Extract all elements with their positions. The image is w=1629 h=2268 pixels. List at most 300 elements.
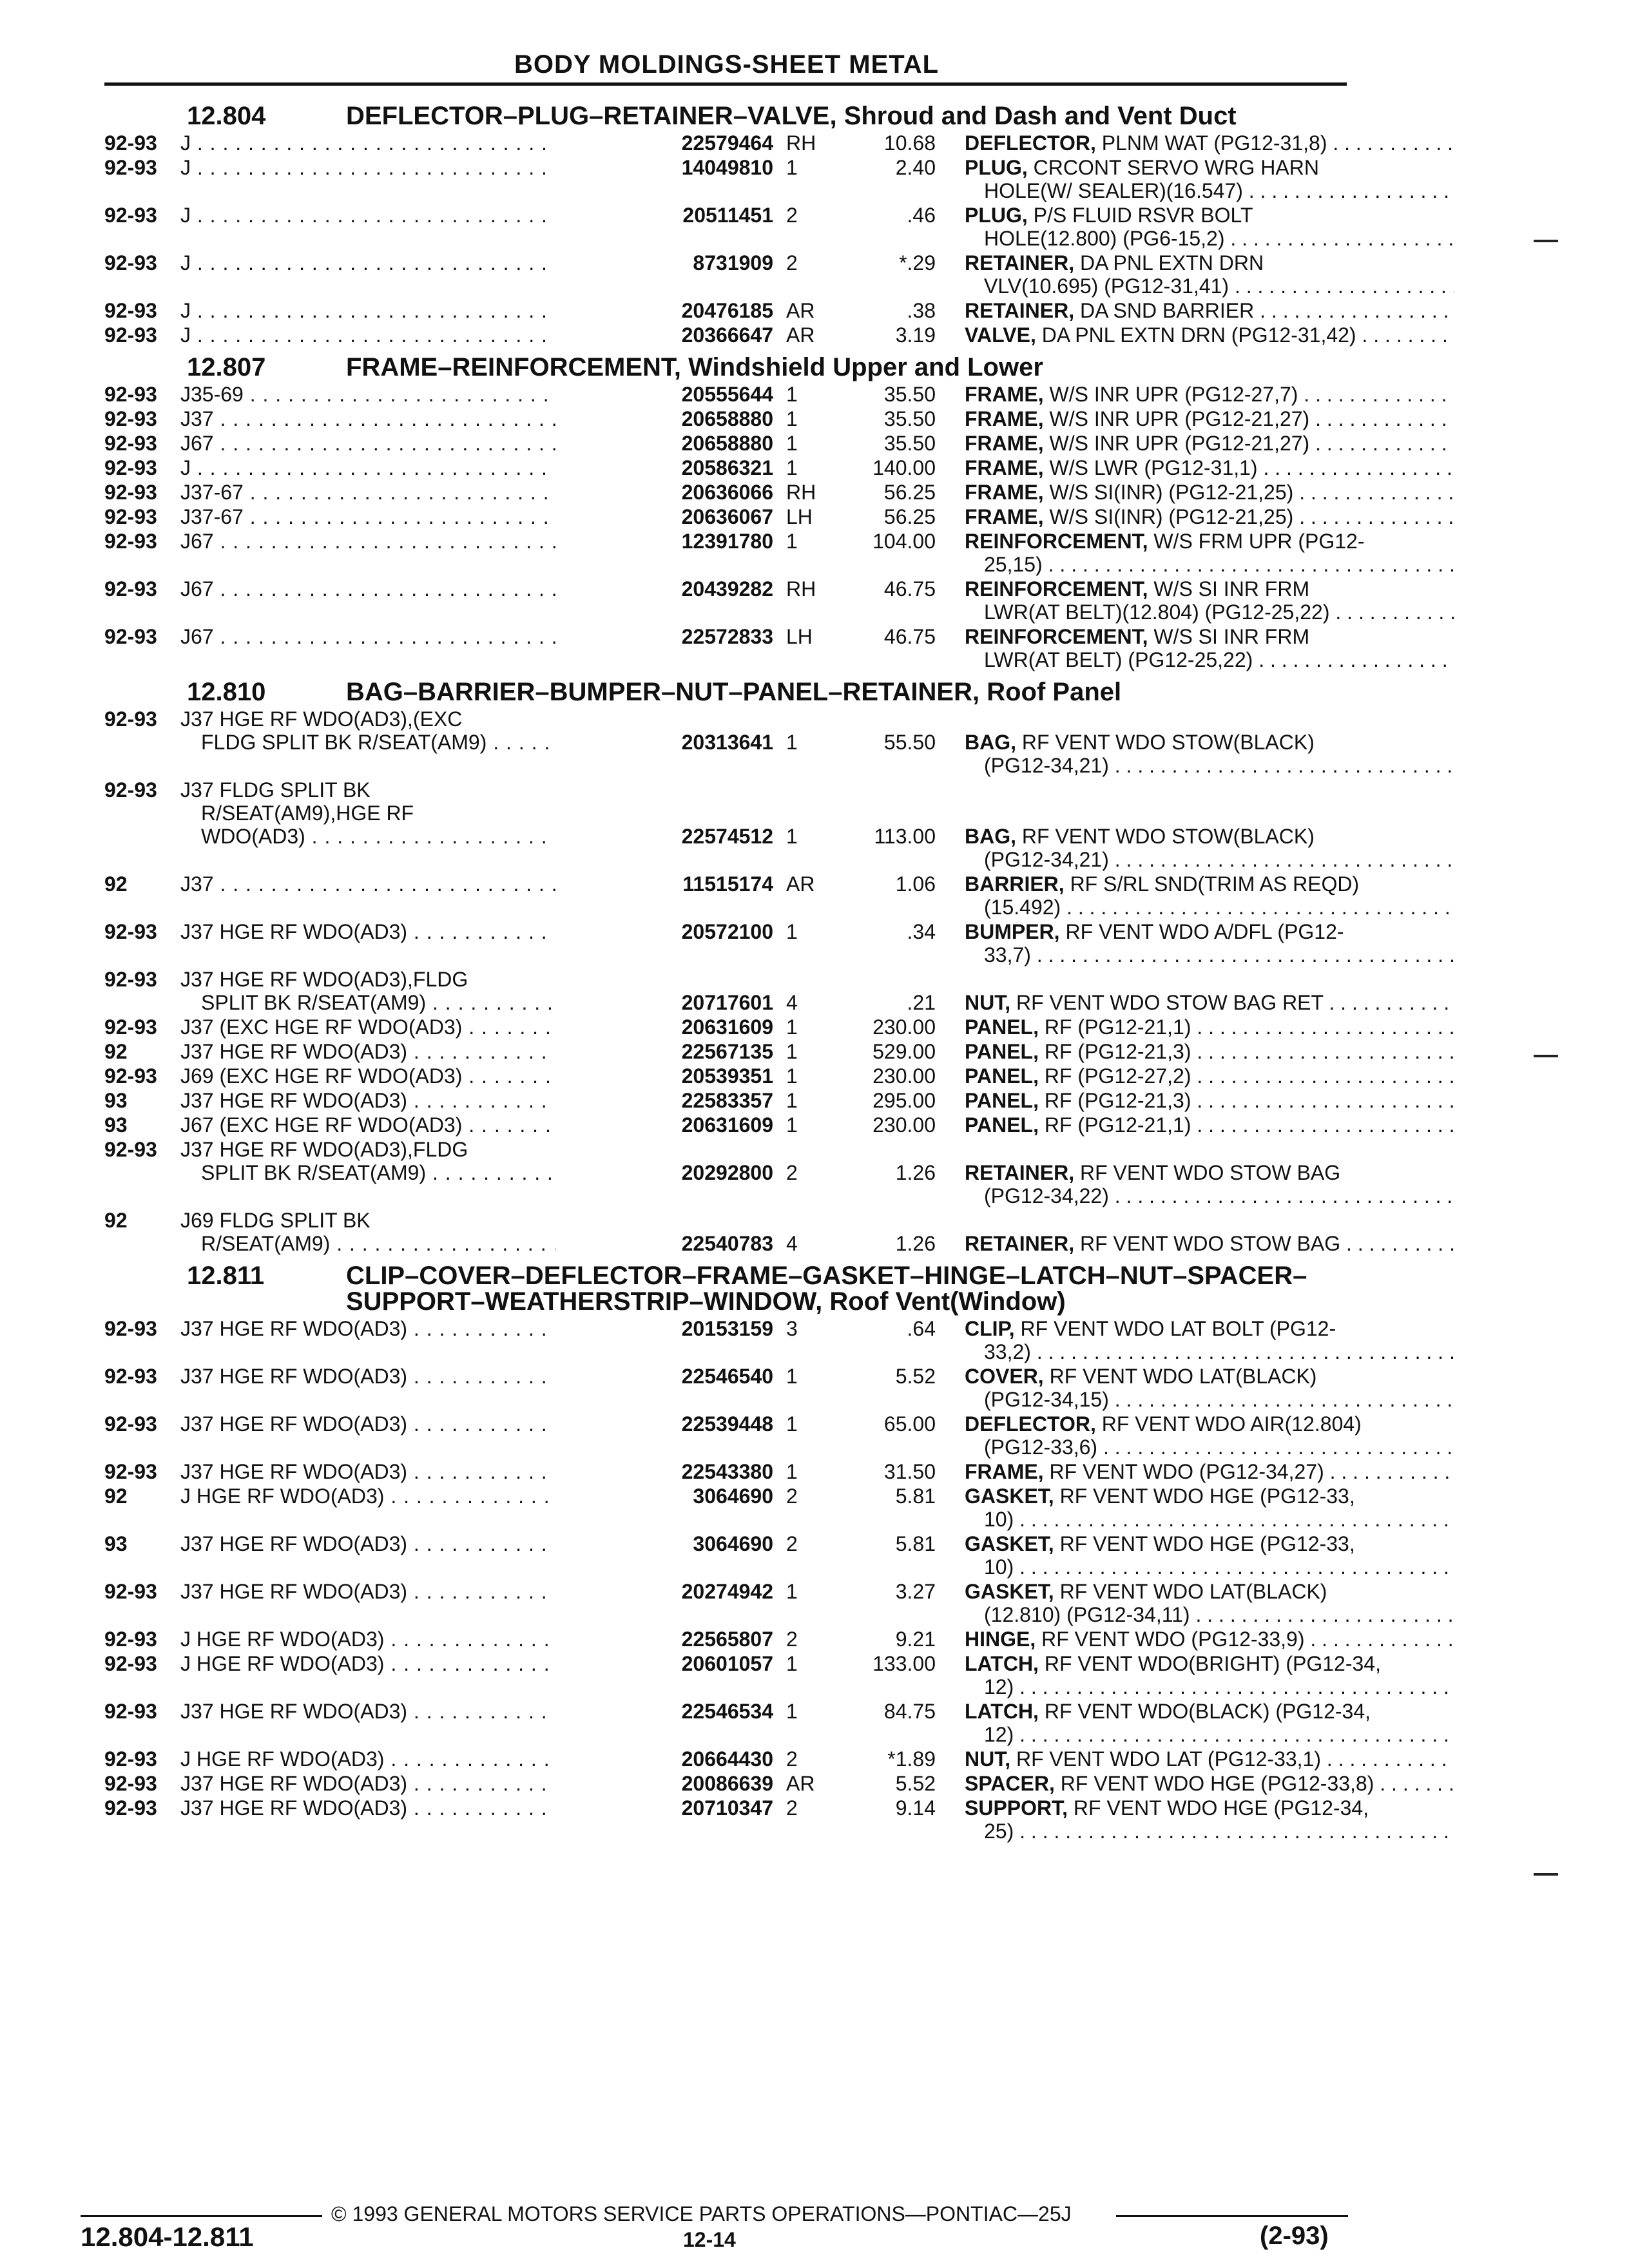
- description-continuation: 12) . . .: [965, 1675, 1454, 1698]
- description-line: [965, 1412, 1454, 1436]
- description-line: [965, 577, 1454, 601]
- description: [965, 505, 1454, 528]
- description-text: RF VENT WDO HGE (PG12-33,: [1059, 1485, 1355, 1508]
- description: [965, 131, 1454, 155]
- quantity: 1: [786, 432, 798, 455]
- part-number: 20572100: [555, 920, 773, 943]
- part-row: [104, 1652, 1381, 1700]
- part-number: 22579464: [555, 131, 773, 155]
- part-number: 22572833: [555, 625, 773, 648]
- part-row: [104, 204, 1347, 251]
- part-noun: PLUG,: [965, 204, 1028, 227]
- description-text: RF (PG12-27,2): [1044, 1064, 1191, 1088]
- description-line: [965, 991, 1454, 1014]
- model-year: 92-93: [104, 707, 157, 731]
- model-year: 92-93: [104, 530, 157, 553]
- price: 5.52: [895, 1365, 936, 1388]
- application-text: J67 . . .: [180, 432, 635, 455]
- model-year: 92-93: [104, 1138, 157, 1161]
- part-row: [104, 1532, 1355, 1580]
- price: 31.50: [883, 1460, 936, 1483]
- quantity: 1: [786, 1460, 798, 1483]
- part-number: 22540783: [555, 1232, 773, 1255]
- model-year: 92-93: [104, 577, 157, 601]
- description-line: [965, 530, 1454, 553]
- part-noun: RETAINER,: [965, 1232, 1075, 1255]
- part-number: 20658880: [555, 432, 773, 455]
- model-year: 92-93: [104, 1064, 157, 1088]
- application-text: J37 HGE RF WDO(AD3) . . .: [180, 1460, 635, 1483]
- price: 35.50: [883, 407, 936, 430]
- part-row: [104, 530, 1365, 577]
- footer-rule-right: [1116, 2215, 1348, 2217]
- description-text: RF VENT WDO LAT(BLACK): [1059, 1580, 1327, 1603]
- application-text: J . . .: [180, 156, 635, 179]
- part-row: [104, 407, 1347, 432]
- part-number: 22583357: [555, 1089, 773, 1112]
- application-text: J67 (EXC HGE RF WDO(AD3) . . .: [180, 1113, 635, 1137]
- price: 1.26: [895, 1161, 936, 1184]
- description: [965, 1747, 1454, 1771]
- description-line: [965, 1580, 1454, 1603]
- part-row: [104, 383, 1347, 407]
- part-row: [104, 1015, 1347, 1040]
- quantity: 4: [786, 1232, 798, 1255]
- description-line: [965, 920, 1454, 943]
- description-continuation: VLV(10.695) (PG12-31,41) . . .: [965, 274, 1454, 298]
- model-year: 92-93: [104, 625, 157, 648]
- description-continuation: (PG12-33,6) . . .: [965, 1436, 1454, 1459]
- quantity: AR: [786, 323, 815, 347]
- description: [965, 825, 1454, 871]
- description: [965, 323, 1454, 347]
- part-number: 20153159: [555, 1317, 773, 1340]
- price: 56.25: [883, 481, 936, 504]
- part-number: 20717601: [555, 991, 773, 1014]
- application-text: J37 HGE RF WDO(AD3) . . .: [180, 1532, 635, 1555]
- description: [965, 156, 1454, 202]
- description: [965, 731, 1454, 777]
- quantity: 1: [786, 1365, 798, 1388]
- part-noun: DEFLECTOR,: [965, 1412, 1096, 1436]
- part-noun: RETAINER,: [965, 251, 1075, 274]
- description: [965, 1365, 1454, 1411]
- description: [965, 407, 1454, 430]
- description: [965, 432, 1454, 455]
- description-line: [965, 407, 1454, 430]
- page-title: BODY MOLDINGS-SHEET METAL: [514, 50, 940, 79]
- description-line: [965, 825, 1454, 848]
- part-row: [104, 1317, 1347, 1365]
- description: [965, 1317, 1454, 1363]
- model-year: 92-93: [104, 1460, 157, 1483]
- description-text: DA SND BARRIER: [1079, 299, 1255, 322]
- part-number: 22546540: [555, 1365, 773, 1388]
- price: 65.00: [883, 1412, 936, 1436]
- description-text: RF VENT WDO STOW BAG RET: [1016, 991, 1324, 1014]
- part-noun: FRAME,: [965, 481, 1044, 504]
- description-continuation: LWR(AT BELT)(12.804) (PG12-25,22) . . .: [965, 601, 1454, 624]
- footer-rule-left: [81, 2215, 322, 2217]
- section-number: 12.810: [187, 678, 266, 706]
- part-noun: DEFLECTOR,: [965, 131, 1096, 155]
- model-year: 92-93: [104, 1412, 157, 1436]
- description: [965, 872, 1454, 919]
- part-row: [104, 1485, 1355, 1532]
- part-number: 11515174: [555, 872, 773, 896]
- model-year: 92: [104, 1040, 128, 1063]
- part-noun: SUPPORT,: [965, 1796, 1068, 1820]
- part-row: [104, 1796, 1369, 1844]
- part-noun: GASKET,: [965, 1532, 1054, 1555]
- part-noun: FRAME,: [965, 407, 1044, 430]
- quantity: 2: [786, 1628, 798, 1651]
- price: 10.68: [883, 131, 936, 155]
- application-text: J37-67 . . .: [180, 505, 635, 528]
- part-number: 20476185: [555, 299, 773, 322]
- application-text: J67 . . .: [180, 625, 635, 648]
- price: *.29: [899, 251, 936, 274]
- description: [965, 456, 1454, 479]
- description: [965, 1580, 1454, 1626]
- part-number: 20636067: [555, 505, 773, 528]
- part-noun: PANEL,: [965, 1040, 1039, 1063]
- description-line: [965, 505, 1454, 528]
- description-line: [965, 383, 1454, 406]
- application-text: J37 HGE RF WDO(AD3) . . .: [180, 1317, 635, 1340]
- part-noun: PANEL,: [965, 1089, 1039, 1112]
- part-row: [104, 1772, 1374, 1796]
- description: [965, 625, 1454, 671]
- part-noun: PANEL,: [965, 1015, 1039, 1039]
- part-noun: FRAME,: [965, 505, 1044, 528]
- footer-copyright: © 1993 GENERAL MOTORS SERVICE PARTS OPERATIONS—PONTIAC—25J: [331, 2202, 1072, 2225]
- price: 230.00: [872, 1064, 936, 1088]
- quantity: 2: [786, 251, 798, 274]
- part-number: 20664430: [555, 1747, 773, 1771]
- price: 35.50: [883, 432, 936, 455]
- description-text: W/S INR UPR (PG12-21,27): [1049, 407, 1310, 430]
- part-number: 22574512: [555, 825, 773, 848]
- description: [965, 383, 1454, 406]
- description: [965, 1113, 1454, 1137]
- part-number: 20292800: [555, 1161, 773, 1184]
- section-heading: [104, 97, 1347, 131]
- part-row: [104, 1138, 1347, 1209]
- section-number: 12.811: [187, 1262, 265, 1290]
- section-title: BAG–BARRIER–BUMPER–NUT–PANEL–RETAINER, Roof Panel: [346, 678, 1122, 706]
- quantity: RH: [786, 481, 816, 504]
- part-row: [104, 1747, 1347, 1772]
- quantity: 1: [786, 731, 798, 754]
- description-text: RF VENT WDO(BLACK) (PG12-34,: [1044, 1700, 1371, 1723]
- catalog-section: [104, 97, 1356, 348]
- model-year: 92: [104, 872, 128, 896]
- description-text: RF VENT WDO (PG12-33,9): [1041, 1628, 1305, 1651]
- model-year: 92-93: [104, 156, 157, 179]
- description-text: DA PNL EXTN DRN: [1079, 251, 1264, 274]
- quantity: 1: [786, 1652, 798, 1675]
- part-number: 20710347: [555, 1796, 773, 1820]
- model-year: 92-93: [104, 251, 157, 274]
- quantity: AR: [786, 872, 815, 896]
- section-title: DEFLECTOR–PLUG–RETAINER–VALVE, Shroud and Dash and Vent Duct: [346, 102, 1237, 130]
- application-line: J37 HGE RF WDO(AD3),(EXC: [180, 707, 463, 731]
- catalog-section: [104, 348, 1365, 673]
- description-line: [965, 1113, 1454, 1137]
- part-number: 20658880: [555, 407, 773, 430]
- part-row: [104, 1412, 1362, 1460]
- description-text: W/S SI INR FRM: [1153, 625, 1310, 648]
- application-text: J37 . . .: [180, 407, 635, 430]
- description-line: [965, 323, 1454, 347]
- application-text: J37 HGE RF WDO(AD3) . . .: [180, 1412, 635, 1436]
- application-text: J69 (EXC HGE RF WDO(AD3) . . .: [180, 1064, 635, 1088]
- model-year: 92-93: [104, 432, 157, 455]
- header-rule: [104, 82, 1347, 86]
- quantity: 2: [786, 204, 798, 227]
- part-row: [104, 1064, 1347, 1089]
- quantity: 3: [786, 1317, 798, 1340]
- part-number: 20631609: [555, 1015, 773, 1039]
- part-noun: GASKET,: [965, 1485, 1054, 1508]
- part-row: [104, 1089, 1347, 1113]
- model-year: 92-93: [104, 920, 157, 943]
- part-noun: PANEL,: [965, 1064, 1039, 1088]
- description-text: RF VENT WDO AIR(12.804): [1101, 1412, 1362, 1436]
- application-text: SPLIT BK R/SEAT(AM9) . . .: [201, 991, 655, 1014]
- part-noun: REINFORCEMENT,: [965, 530, 1148, 553]
- price: 55.50: [883, 731, 936, 754]
- model-year: 92-93: [104, 1365, 157, 1388]
- description-line: [965, 432, 1454, 455]
- part-noun: COVER,: [965, 1365, 1044, 1388]
- model-year: 92-93: [104, 968, 157, 991]
- part-noun: BARRIER,: [965, 872, 1065, 896]
- model-year: 92-93: [104, 383, 157, 406]
- description-continuation: (PG12-34,15) . . .: [965, 1388, 1454, 1411]
- part-row: [104, 1700, 1371, 1747]
- catalog-section: [104, 1256, 1381, 1844]
- parts-listing: [104, 97, 1381, 1844]
- description: [965, 1700, 1454, 1746]
- part-number: 8731909: [555, 251, 773, 274]
- section-number: 12.804: [187, 102, 266, 130]
- price: 3.19: [895, 323, 936, 347]
- description-line: [965, 625, 1454, 648]
- description-continuation: HOLE(12.800) (PG6-15,2) . . .: [965, 227, 1454, 250]
- part-noun: LATCH,: [965, 1652, 1039, 1675]
- quantity: 1: [786, 1064, 798, 1088]
- description: [965, 1161, 1454, 1207]
- part-noun: RETAINER,: [965, 299, 1075, 322]
- description-text: RF VENT WDO HGE (PG12-33,8): [1060, 1772, 1374, 1795]
- part-number: 20439282: [555, 577, 773, 601]
- price: 5.81: [895, 1532, 936, 1555]
- application-text: WDO(AD3) . . .: [201, 825, 655, 848]
- description-line: [965, 1161, 1454, 1184]
- description-text: W/S INR UPR (PG12-27,7): [1049, 383, 1298, 406]
- model-year: 92-93: [104, 299, 157, 322]
- description: [965, 204, 1454, 250]
- part-row: [104, 251, 1347, 299]
- price: .21: [907, 991, 936, 1014]
- price: 1.06: [895, 872, 936, 896]
- application-text: J37 HGE RF WDO(AD3) . . .: [180, 920, 635, 943]
- description-line: [965, 1652, 1454, 1675]
- description-line: [965, 131, 1454, 155]
- description: [965, 1460, 1454, 1483]
- part-noun: BUMPER,: [965, 920, 1060, 943]
- description-line: [965, 456, 1454, 479]
- price: .64: [907, 1317, 936, 1340]
- price: 230.00: [872, 1113, 936, 1137]
- description-line: [965, 1796, 1454, 1820]
- model-year: 92-93: [104, 131, 157, 155]
- description-line: [965, 156, 1454, 179]
- description-text: RF (PG12-21,3): [1044, 1089, 1191, 1112]
- part-number: 20601057: [555, 1652, 773, 1675]
- part-row: [104, 1365, 1347, 1412]
- description-text: RF VENT WDO STOW BAG: [1079, 1161, 1341, 1184]
- description: [965, 530, 1454, 576]
- quantity: 1: [786, 156, 798, 179]
- model-year: 92-93: [104, 1317, 157, 1340]
- part-noun: REINFORCEMENT,: [965, 577, 1148, 601]
- description: [965, 577, 1454, 624]
- price: 46.75: [883, 625, 936, 648]
- quantity: AR: [786, 1772, 815, 1795]
- application-text: J37 HGE RF WDO(AD3) . . .: [180, 1040, 635, 1063]
- description: [965, 1772, 1454, 1795]
- part-noun: FRAME,: [965, 1460, 1044, 1483]
- section-heading: [104, 348, 1347, 383]
- description-line: [965, 251, 1454, 274]
- part-number: 20274942: [555, 1580, 773, 1603]
- price: 5.81: [895, 1485, 936, 1508]
- quantity: AR: [786, 299, 815, 322]
- description-line: [965, 1365, 1454, 1388]
- price: 133.00: [872, 1652, 936, 1675]
- description-text: W/S FRM UPR (PG12-: [1153, 530, 1365, 553]
- description-text: RF VENT WDO(BRIGHT) (PG12-34,: [1044, 1652, 1381, 1675]
- description-continuation: 25,15) . . .: [965, 553, 1454, 576]
- application-text: J67 . . .: [180, 530, 635, 553]
- description-line: [965, 204, 1454, 227]
- price: 46.75: [883, 577, 936, 601]
- description: [965, 1232, 1454, 1255]
- model-year: 92-93: [104, 1772, 157, 1795]
- price: 84.75: [883, 1700, 936, 1723]
- application-text: J37 HGE RF WDO(AD3) . . .: [180, 1580, 635, 1603]
- description-continuation: (12.810) (PG12-34,11) . . .: [965, 1603, 1454, 1626]
- application-line: R/SEAT(AM9),HGE RF: [201, 802, 414, 825]
- part-number: 20313641: [555, 731, 773, 754]
- application-text: J . . .: [180, 299, 635, 322]
- part-number: 14049810: [555, 156, 773, 179]
- application-text: J . . .: [180, 323, 635, 347]
- margin-mark: [1534, 240, 1558, 242]
- description-line: [965, 1089, 1454, 1112]
- description-continuation: 25) . . .: [965, 1820, 1454, 1843]
- description-text: RF VENT WDO LAT BOLT (PG12-: [1020, 1317, 1336, 1340]
- part-noun: RETAINER,: [965, 1161, 1075, 1184]
- description: [965, 1064, 1454, 1088]
- application-text: J . . .: [180, 131, 635, 155]
- part-row: [104, 1209, 1347, 1256]
- part-row: [104, 577, 1347, 625]
- price: 1.26: [895, 1232, 936, 1255]
- part-noun: BAG,: [965, 825, 1016, 848]
- description-continuation: (PG12-34,22) . . .: [965, 1184, 1454, 1207]
- section-heading: [104, 673, 1347, 707]
- part-row: [104, 707, 1347, 778]
- model-year: 93: [104, 1089, 128, 1112]
- part-noun: FRAME,: [965, 456, 1044, 479]
- description-text: RF VENT WDO HGE (PG12-33,: [1059, 1532, 1355, 1555]
- description-line: [965, 481, 1454, 504]
- price: .46: [907, 204, 936, 227]
- quantity: 2: [786, 1485, 798, 1508]
- margin-mark: [1534, 1873, 1558, 1876]
- application-text: R/SEAT(AM9) . . .: [201, 1232, 655, 1255]
- application-text: J37 HGE RF WDO(AD3) . . .: [180, 1365, 635, 1388]
- description-continuation: (PG12-34,21) . . .: [965, 754, 1454, 777]
- part-row: [104, 156, 1347, 204]
- application-text: J37 . . .: [180, 872, 635, 896]
- description-text: RF S/RL SND(TRIM AS REQD): [1070, 872, 1360, 896]
- model-year: 92-93: [104, 204, 157, 227]
- application-text: J35-69 . . .: [180, 383, 635, 406]
- part-row: [104, 1040, 1347, 1064]
- description-line: [965, 1064, 1454, 1088]
- part-noun: PLUG,: [965, 156, 1028, 179]
- application-text: J HGE RF WDO(AD3) . . .: [180, 1628, 635, 1651]
- description-text: P/S FLUID RSVR BOLT: [1033, 204, 1253, 227]
- description: [965, 481, 1454, 504]
- model-year: 92-93: [104, 407, 157, 430]
- quantity: 1: [786, 407, 798, 430]
- description-text: RF VENT WDO STOW(BLACK): [1021, 825, 1315, 848]
- quantity: 4: [786, 991, 798, 1014]
- description-continuation: (PG12-34,21) . . .: [965, 848, 1454, 871]
- description-line: [965, 1628, 1454, 1651]
- description: [965, 1089, 1454, 1112]
- description-continuation: 10) . . .: [965, 1555, 1454, 1579]
- price: 2.40: [895, 156, 936, 179]
- quantity: 2: [786, 1747, 798, 1771]
- part-number: 22567135: [555, 1040, 773, 1063]
- footer-section-range: 12.804-12.811: [81, 2222, 254, 2252]
- description: [965, 1796, 1454, 1843]
- description-continuation: 33,7) . . .: [965, 943, 1454, 966]
- quantity: 1: [786, 1015, 798, 1039]
- part-number: 20511451: [555, 204, 773, 227]
- quantity: 1: [786, 1700, 798, 1723]
- description-text: RF VENT WDO HGE (PG12-34,: [1073, 1796, 1369, 1820]
- description-line: [965, 1317, 1454, 1340]
- section-title: CLIP–COVER–DEFLECTOR–FRAME–GASKET–HINGE–LATCH–NUT–SPACER–SUPPORT–WEATHERSTRIP–WINDOW, Roof Vent(Window): [346, 1262, 1307, 1316]
- quantity: 2: [786, 1532, 798, 1555]
- description-continuation: 33,2) . . .: [965, 1340, 1454, 1363]
- part-noun: NUT,: [965, 1747, 1011, 1771]
- price: 230.00: [872, 1015, 936, 1039]
- part-number: 20366647: [555, 323, 773, 347]
- description-text: RF VENT WDO (PG12-34,27): [1049, 1460, 1324, 1483]
- application-text: J37 HGE RF WDO(AD3) . . .: [180, 1772, 635, 1795]
- part-row: [104, 505, 1347, 530]
- model-year: 92-93: [104, 1652, 157, 1675]
